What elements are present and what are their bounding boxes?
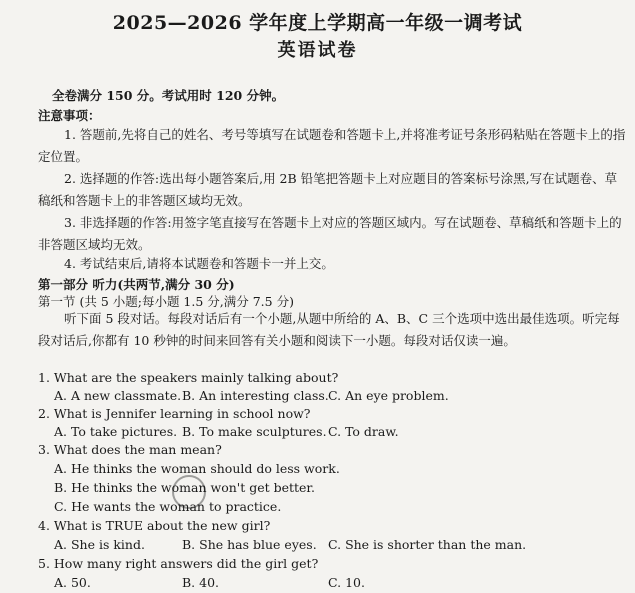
notice-item: 4. 考试结束后,请将本试题卷和答题卡一并上交。 [64, 256, 334, 271]
watermark-logo-icon [172, 475, 206, 509]
option-c: C. She is shorter than the man. [328, 537, 527, 552]
option-c: C. To draw. [328, 424, 399, 439]
question-4: 4. What is TRUE about the new girl? [38, 518, 271, 533]
question-1-options [54, 388, 449, 404]
question-3: 3. What does the man mean? [38, 442, 222, 457]
exam-title: 2025—2026 学年度上学期高一年级一调考试 [112, 12, 523, 34]
notice-item: 1. 答题前,先将自己的姓名、考号等填写在试题卷和答题卡上,并将准考证号条形码粘贴在答题卡上的指定位置。 [38, 127, 626, 164]
option-a: A. She is kind. [54, 537, 145, 552]
option-b: B. He thinks the woman won't get better. [54, 480, 316, 495]
option-b: B. 40. [182, 575, 220, 590]
question-2: 2. What is Jennifer learning in school now? [38, 406, 311, 421]
section-heading: 第一节 (共 5 小题;每小题 1.5 分,满分 7.5 分) [38, 294, 294, 309]
score-time-info: 全卷满分 150 分。考试用时 120 分钟。 [52, 88, 285, 103]
option-b: B. She has blue eyes. [182, 537, 317, 552]
section-instruction: 听下面 5 段对话。每段对话后有一个小题,从题中所给的 A、B、C 三个选项中选出最佳选项。听完每段对话后,你都有 10 秒钟的时间来回答有关小题和阅读下一小题。每段对话仅读一遍。 [38, 311, 620, 348]
option-b: B. To make sculptures. [182, 424, 327, 439]
question-5-options [54, 575, 365, 591]
question-2-options [54, 424, 399, 440]
part-heading: 第一部分 听力(共两节,满分 30 分) [38, 277, 235, 292]
question-4-options [54, 537, 526, 553]
exam-subject: 英语试卷 [277, 40, 358, 61]
option-a: A. 50. [54, 575, 91, 590]
option-a: A. A new classmate. [54, 388, 182, 403]
notice-item: 3. 非选择题的作答:用签字笔直接写在答题卡上对应的答题区域内。写在试题卷、草稿纸和答题卡上的非答题区域均无效。 [38, 215, 622, 252]
option-c: C. An eye problem. [328, 388, 449, 403]
notice-heading: 注意事项： [38, 108, 101, 123]
question-1: 1. What are the speakers mainly talking about? [38, 370, 339, 385]
question-5: 5. How many right answers did the girl get? [38, 556, 319, 571]
option-b: B. An interesting class. [182, 388, 329, 403]
option-c: C. 10. [328, 575, 365, 590]
option-a: A. He thinks the woman should do less work. [54, 461, 340, 476]
option-a: A. To take pictures. [54, 424, 178, 439]
notice-item: 2. 选择题的作答:选出每小题答案后,用 2B 铅笔把答题卡上对应题目的答案标号涂黑,写在试题卷、草稿纸和答题卡上的非答题区域均无效。 [38, 171, 618, 208]
option-c: C. He wants the woman to practice. [54, 499, 282, 514]
